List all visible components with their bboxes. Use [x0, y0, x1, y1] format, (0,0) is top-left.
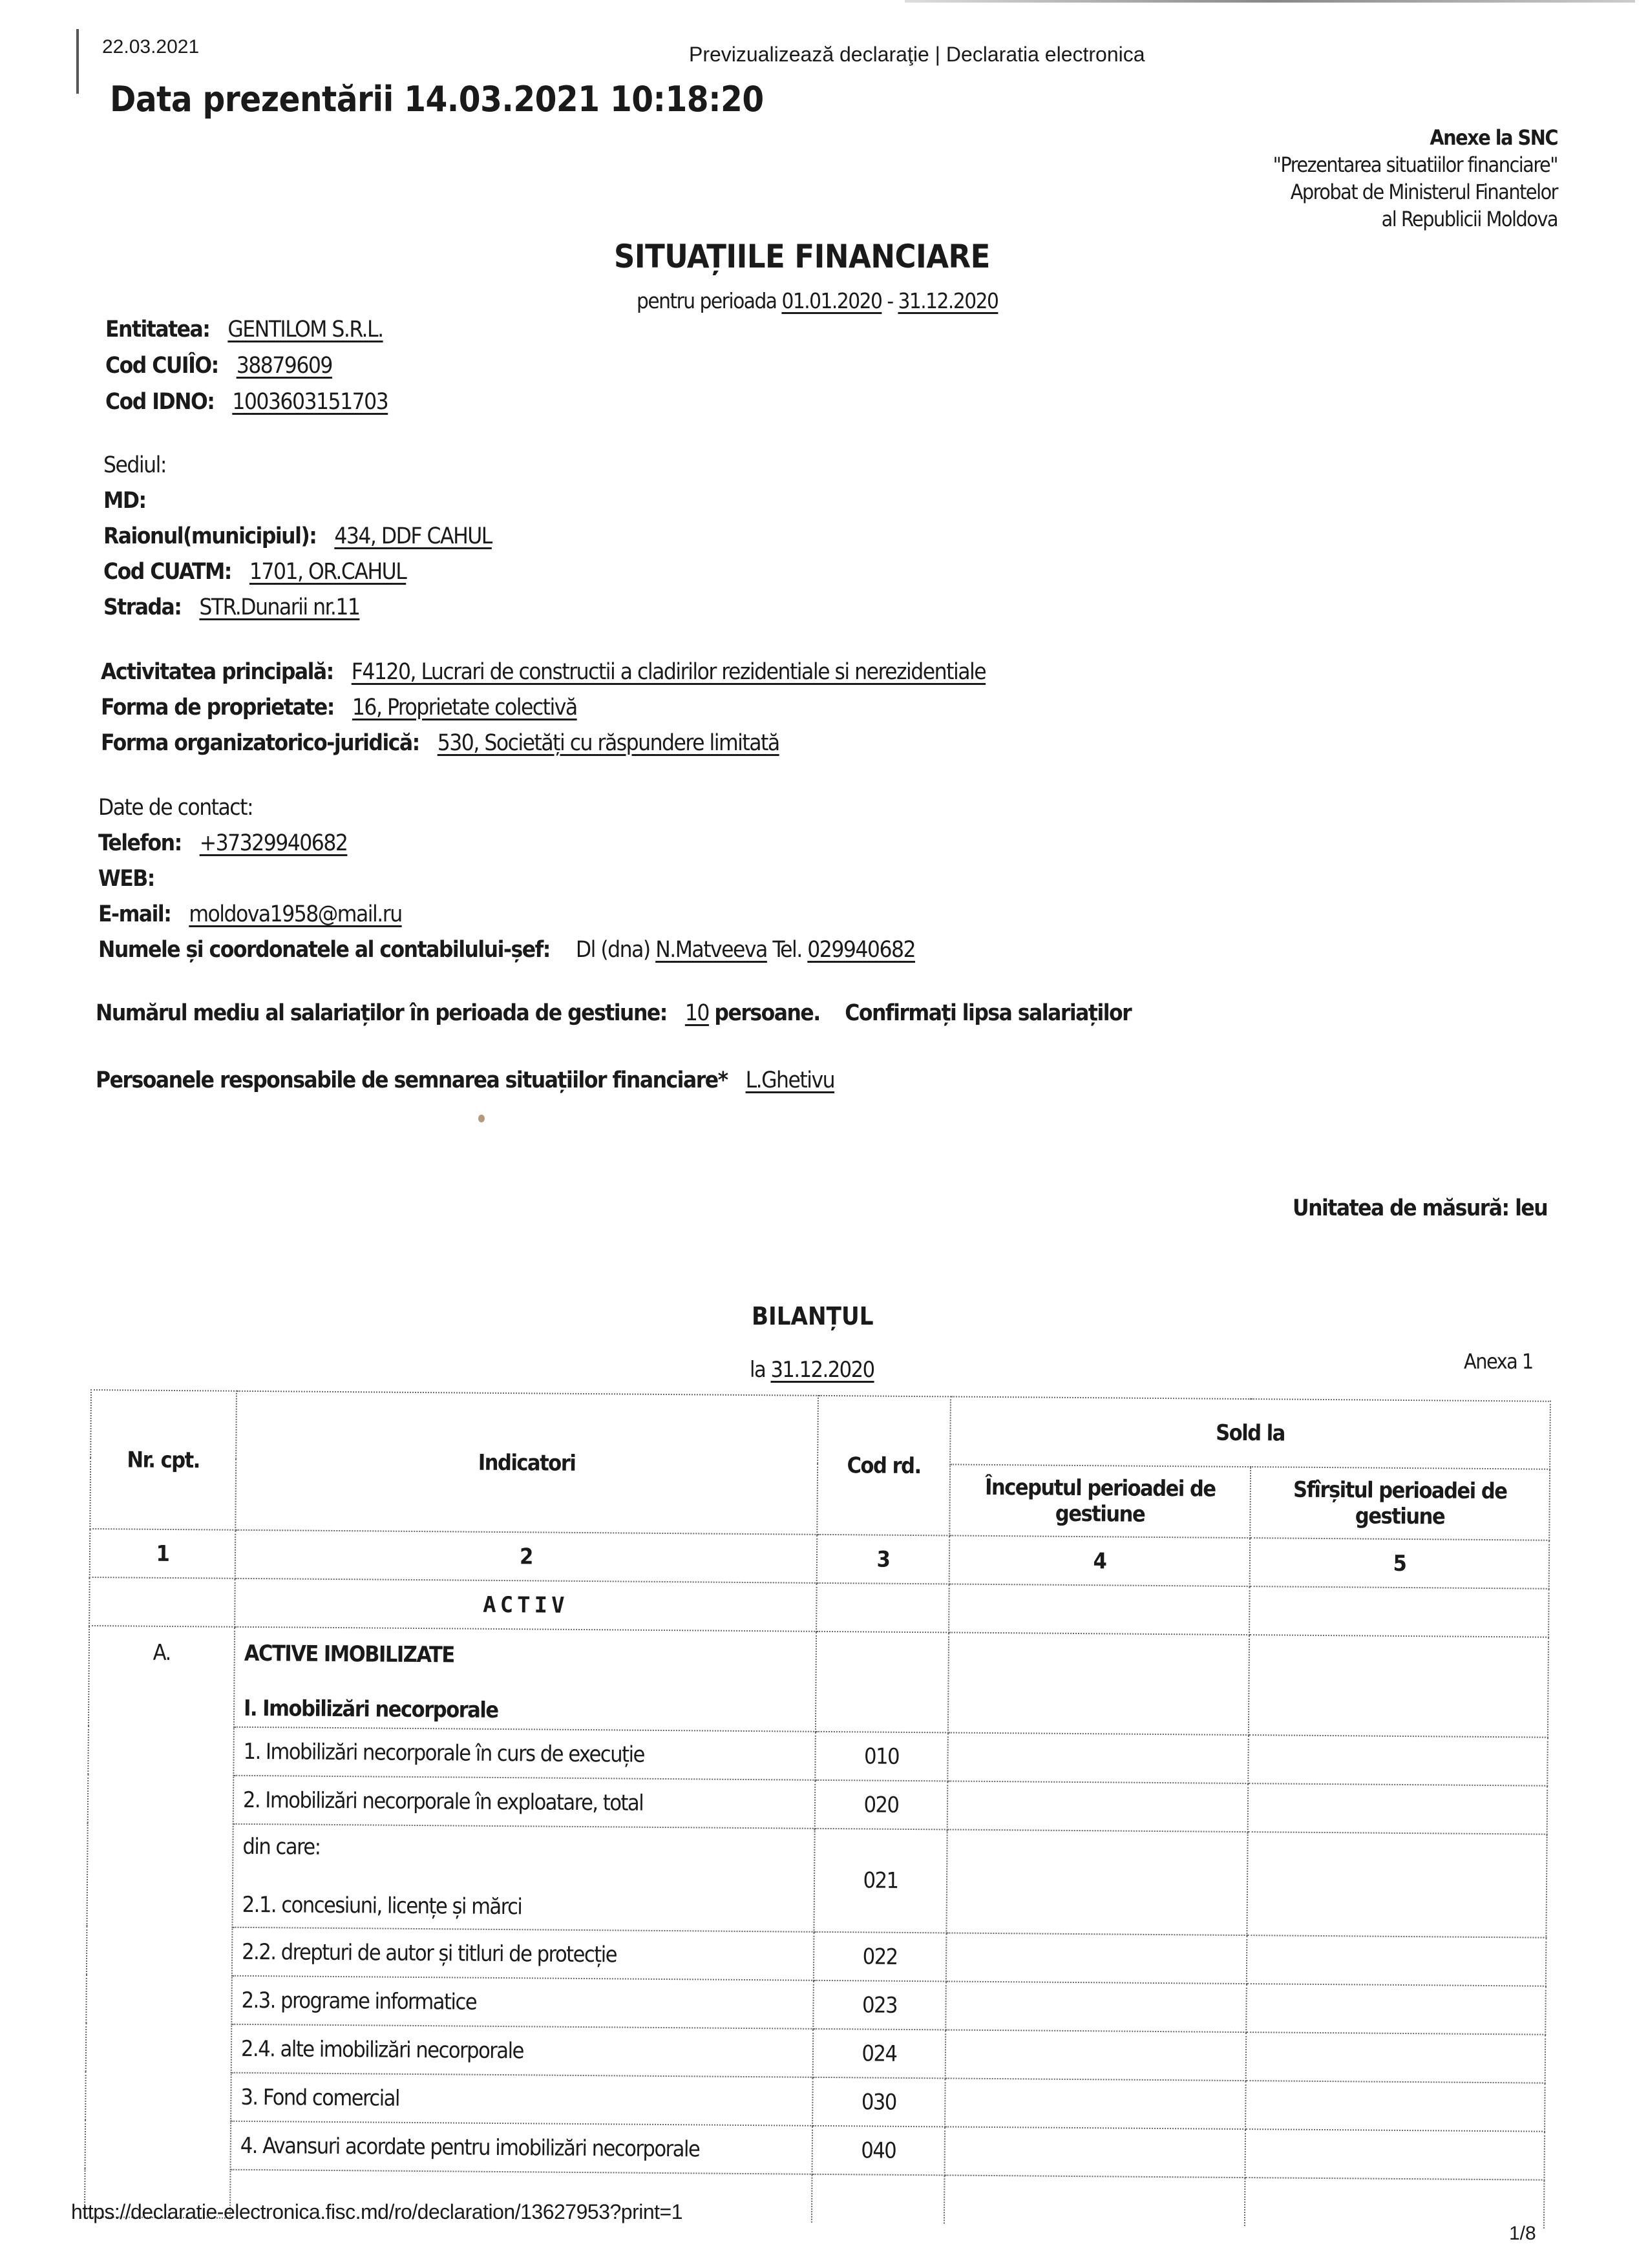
annex-line-1: "Prezentarea situatiilor financiare" [1273, 152, 1558, 177]
preview-title [689, 43, 1145, 67]
row-start-value[interactable] [947, 1781, 1249, 1832]
md-label: MD: [103, 488, 146, 514]
row-label: 2.1. concesiuni, licențe și mărci [242, 1891, 522, 1920]
table-row [87, 1823, 1547, 1938]
entity-name-field [105, 317, 383, 342]
raion-value: 434, DDF CAHUL [334, 523, 492, 549]
empty-cell [89, 1577, 235, 1627]
balance-sheet-table [84, 1389, 1551, 2229]
annex-note [1273, 124, 1558, 233]
idno-field [105, 389, 388, 415]
row-end-value[interactable] [1248, 1735, 1548, 1786]
reporting-period [637, 288, 998, 313]
header-end: Sfîrșitul perioadei de gestiune [1250, 1467, 1550, 1540]
main-activity-label: Activitatea principală: [101, 659, 333, 685]
period-start: 01.01.2020 [781, 288, 882, 313]
row-label: 4. Avansuri acordate pentru imobilizări necorporale [231, 2121, 813, 2174]
row-label: 2.2. drepturi de autor și titluri de protecție [232, 1927, 814, 1980]
balance-annex: Anexa 1 [1464, 1349, 1533, 1374]
accountant-field [98, 937, 915, 963]
group-title: ACTIVE IMOBILIZATE [244, 1640, 454, 1668]
row-start-value[interactable] [945, 1981, 1247, 2032]
header-nr: Nr. cpt. [90, 1390, 237, 1530]
row-label-cell [232, 1824, 814, 1932]
cuiio-field [105, 353, 332, 379]
row-label: 2.4. alte imobilizări necorporale [231, 2024, 814, 2077]
empty-cell [816, 1632, 949, 1733]
ownership-value: 16, Proprietate colectivă [352, 695, 577, 720]
row-code: 023 [813, 1980, 946, 2030]
period-label: pentru perioada [637, 288, 777, 313]
legal-form-field [101, 730, 779, 756]
period-end: 31.12.2020 [898, 288, 998, 313]
header-sold: Sold la [950, 1396, 1550, 1469]
signers-name: L.Ghetivu [745, 1067, 835, 1093]
row-label: 2.3. programe informatice [231, 1976, 814, 2029]
scan-speck [478, 1115, 485, 1122]
row-label: 2. Imobilizări necorporale în exploatare, total [233, 1776, 816, 1829]
row-code: 030 [812, 2077, 945, 2127]
annex-line-3: al Republicii Moldova [1381, 207, 1558, 231]
row-end-value[interactable] [1246, 2032, 1546, 2083]
group-cell [234, 1627, 816, 1732]
row-label-prefix: din care: [242, 1833, 321, 1860]
group-row [89, 1626, 1548, 1738]
email-value: moldova1958@mail.ru [189, 901, 402, 927]
annex-title: Anexe la SNC [1430, 125, 1558, 150]
street-label: Strada: [103, 594, 182, 620]
raion-field [103, 523, 492, 549]
empty-cell [1249, 1586, 1549, 1637]
cuatm-field [103, 559, 406, 585]
empty-cell [948, 1632, 1249, 1735]
main-activity-field [101, 659, 986, 685]
employees-field [96, 1000, 1131, 1026]
row-end-value[interactable] [1245, 2129, 1545, 2180]
balance-date-value: 31.12.2020 [770, 1357, 874, 1383]
group-nr: A. [85, 1626, 235, 2218]
balance-title: BILANȚUL [752, 1302, 874, 1330]
empty-cell [816, 1583, 949, 1633]
submission-datetime: 14.03.2021 10:18:20 [404, 79, 764, 120]
empty-cell [949, 1584, 1250, 1635]
email-field [98, 901, 402, 927]
entity-name-label: Entitatea: [105, 317, 210, 342]
row-label: 1. Imobilizări necorporale în curs de execuție [233, 1727, 816, 1780]
employees-label: Numărul mediu al salariaților în perioada de gestiune: [96, 1000, 667, 1026]
idno-label: Cod IDNO: [105, 389, 215, 415]
employees-unit: persoane. [714, 1000, 820, 1026]
header-indicator: Indicatori [235, 1391, 818, 1535]
contact-heading: Date de contact: [98, 795, 253, 821]
row-start-value[interactable] [947, 1732, 1249, 1783]
print-date: 22.03.2021 [102, 36, 200, 58]
phone-value: +37329940682 [199, 830, 348, 856]
column-number: 2 [235, 1530, 818, 1583]
submission-date [110, 79, 764, 120]
subgroup-title: I. Imobilizări necorporale [243, 1695, 498, 1723]
row-code: 020 [815, 1780, 948, 1830]
legal-form-value: 530, Societăți cu răspundere limitată [437, 730, 779, 756]
row-end-value[interactable] [1247, 1832, 1547, 1938]
section-activ: ACTIV [235, 1579, 817, 1632]
balance-date-label: la [750, 1357, 766, 1383]
idno-value: 1003603151703 [232, 389, 388, 415]
scan-edge-mark [76, 29, 79, 94]
phone-field [98, 830, 347, 856]
street-value: STR.Dunarii nr.11 [199, 594, 360, 620]
address-heading: Sediul: [103, 452, 166, 478]
street-field [103, 594, 359, 620]
signers-label: Persoanele responsabile de semnarea situațiilor financiare* [96, 1067, 728, 1093]
period-separator: - [887, 288, 893, 313]
page-number: 1/8 [1509, 2223, 1536, 2244]
row-end-value[interactable] [1245, 2081, 1545, 2132]
email-label: E-mail: [98, 901, 171, 927]
row-label: 3. Fond comercial [231, 2073, 813, 2126]
legal-form-label: Forma organizatorico-juridică: [101, 730, 419, 756]
row-end-value[interactable] [1247, 1935, 1547, 1986]
cuiio-label: Cod CUIÎO: [105, 353, 218, 379]
row-start-value[interactable] [946, 1933, 1247, 1984]
cuatm-label: Cod CUATM: [103, 559, 231, 585]
row-end-value[interactable] [1248, 1783, 1548, 1834]
signers-field [96, 1067, 834, 1093]
web-label: WEB: [98, 866, 154, 892]
scan-top-edge [905, 0, 1635, 3]
empty-cell [1245, 2178, 1545, 2229]
annex-line-2: Aprobat de Ministerul Finantelor [1290, 180, 1558, 204]
row-code: 040 [812, 2126, 945, 2176]
row-start-value[interactable] [946, 1829, 1247, 1935]
row-end-value[interactable] [1246, 1984, 1546, 2035]
accountant-name: N.Matveeva [655, 937, 767, 963]
header-start: Începutul perioadei de gestiune [949, 1464, 1251, 1538]
submission-label: Data prezentării [110, 79, 394, 120]
accountant-tel: 029940682 [807, 937, 916, 963]
preview-title-text: Previzualizează declaraţie | Declaratia electronica [689, 43, 1145, 66]
ownership-field [101, 695, 577, 720]
header-code: Cod rd. [817, 1396, 951, 1536]
document-title: SITUAȚIILE FINANCIARE [614, 238, 990, 275]
row-code: 021 [814, 1829, 947, 1933]
unit-of-measure: Unitatea de măsură: leu [1293, 1195, 1548, 1221]
raion-label: Raionul(municipiul): [103, 523, 317, 549]
empty-cell [812, 2174, 945, 2224]
empty-cell [944, 2175, 1245, 2226]
row-code: 024 [813, 2029, 946, 2079]
balance-date [750, 1357, 874, 1383]
employees-count: 10 [684, 1000, 709, 1026]
confirm-no-employees: Confirmați lipsa salariaților [845, 1000, 1132, 1026]
accountant-label: Numele și coordonatele al contabilului-șef: [98, 937, 550, 963]
accountant-prefix: Dl (dna) [575, 937, 650, 963]
cuatm-value: 1701, OR.CAHUL [249, 559, 407, 585]
phone-label: Telefon: [98, 830, 182, 856]
column-number: 5 [1250, 1538, 1550, 1589]
entity-name-value: GENTILOM S.R.L. [227, 317, 383, 342]
row-code: 022 [814, 1932, 947, 1982]
accountant-tel-label: Tel. [772, 937, 802, 963]
row-code: 010 [815, 1732, 948, 1781]
empty-cell [1249, 1635, 1548, 1738]
main-activity-value: F4120, Lucrari de constructii a cladirilor rezidentiale si nerezidentiale [351, 659, 986, 685]
row-start-value[interactable] [944, 2126, 1245, 2178]
row-start-value[interactable] [945, 2078, 1246, 2129]
column-number: 3 [817, 1535, 950, 1584]
column-number: 1 [90, 1529, 236, 1579]
cuiio-value: 38879609 [236, 353, 332, 379]
ownership-label: Forma de proprietate: [101, 695, 334, 720]
footer-url[interactable]: https://declaratie-electronica.fisc.md/ro/declaration/13627953?print=1 [71, 2200, 683, 2223]
row-start-value[interactable] [945, 2030, 1247, 2081]
header-row-1 [90, 1390, 1550, 1469]
column-number: 4 [949, 1535, 1251, 1586]
